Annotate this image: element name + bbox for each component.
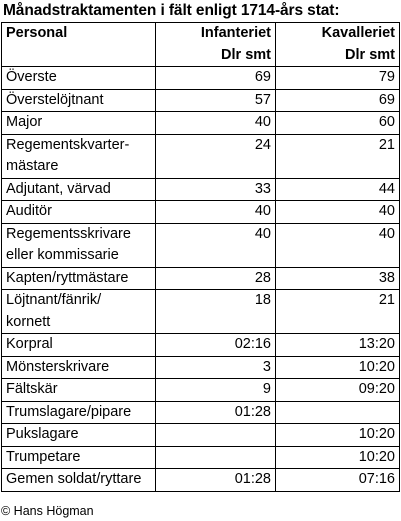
row-infanteriet: 40 [156, 112, 276, 135]
table-title: Månadstraktamenten i fält enligt 1714-års stat: [3, 2, 340, 19]
row-infanteriet: 69 [156, 67, 276, 90]
row-label-line: eller kommissarie [6, 247, 119, 263]
row-infanteriet: 3 [156, 356, 276, 379]
row-label: Major [2, 112, 156, 135]
header-personal [2, 23, 156, 67]
row-infanteriet: 57 [156, 89, 276, 112]
row-infanteriet [156, 424, 276, 447]
row-label-line: mästare [6, 158, 59, 174]
row-kavalleriet: 09:20 [276, 379, 400, 402]
row-infanteriet: 01:28 [156, 401, 276, 424]
row-label: Överstelöjtnant [2, 89, 156, 112]
row-kavalleriet: 44 [276, 178, 400, 201]
copyright-footer: © Hans Högman [1, 504, 94, 518]
row-kavalleriet: 21 [276, 134, 400, 178]
row-label: Mönsterskrivare [2, 356, 156, 379]
table-row [2, 112, 400, 135]
table-row [2, 201, 400, 224]
table-row [2, 356, 400, 379]
row-kavalleriet: 79 [276, 67, 400, 90]
row-infanteriet: 40 [156, 201, 276, 224]
row-infanteriet: 18 [156, 290, 276, 334]
table-row [2, 290, 400, 334]
table-row [2, 89, 400, 112]
row-kavalleriet: 13:20 [276, 334, 400, 357]
header-row [2, 23, 400, 67]
row-label: Trumslagare/pipare [2, 401, 156, 424]
allowance-table [1, 22, 400, 492]
row-label: Auditör [2, 201, 156, 224]
header-infanteriet [156, 23, 276, 67]
row-infanteriet [156, 446, 276, 469]
row-kavalleriet: 21 [276, 290, 400, 334]
row-kavalleriet: 60 [276, 112, 400, 135]
header-infanteriet-unit: Dlr smt [221, 46, 271, 63]
row-kavalleriet: 38 [276, 267, 400, 290]
row-label-line: kornett [6, 313, 51, 330]
row-label: Fältskär [2, 379, 156, 402]
row-label: Kapten/ryttmästare [2, 267, 156, 290]
row-kavalleriet: 10:20 [276, 424, 400, 447]
row-label [2, 134, 156, 178]
row-label: Trumpetare [2, 446, 156, 469]
header-infanteriet-label: Infanteriet [200, 25, 271, 41]
row-kavalleriet: 40 [276, 201, 400, 224]
row-infanteriet: 9 [156, 379, 276, 402]
row-infanteriet: 40 [156, 223, 276, 267]
row-label [2, 290, 156, 334]
table-row [2, 469, 400, 492]
table-row [2, 446, 400, 469]
row-kavalleriet [276, 401, 400, 424]
table-row [2, 67, 400, 90]
row-kavalleriet: 69 [276, 89, 400, 112]
row-label: Korpral [2, 334, 156, 357]
row-infanteriet: 01:28 [156, 469, 276, 492]
row-kavalleriet: 07:16 [276, 469, 400, 492]
row-kavalleriet: 10:20 [276, 446, 400, 469]
header-kavalleriet [276, 23, 400, 67]
row-label-line: Regementsskrivare [6, 225, 131, 242]
row-label-line: Löjtnant/fänrik/ [6, 292, 102, 308]
row-label [2, 223, 156, 267]
header-kavalleriet-unit: Dlr smt [345, 46, 395, 63]
table-row [2, 401, 400, 424]
header-personal-label: Personal [6, 25, 68, 41]
header-kavalleriet-label: Kavalleriet [321, 25, 395, 41]
row-label: Överste [2, 67, 156, 90]
row-label-line: Regementskvarter- [6, 136, 130, 153]
row-infanteriet: 02:16 [156, 334, 276, 357]
table-row [2, 223, 400, 267]
table-row [2, 334, 400, 357]
table-row [2, 379, 400, 402]
row-label: Gemen soldat/ryttare [2, 469, 156, 492]
table-row [2, 178, 400, 201]
table-row [2, 424, 400, 447]
table-row [2, 267, 400, 290]
row-infanteriet: 33 [156, 178, 276, 201]
table-row [2, 134, 400, 178]
row-infanteriet: 28 [156, 267, 276, 290]
row-label: Pukslagare [2, 424, 156, 447]
row-infanteriet: 24 [156, 134, 276, 178]
row-label: Adjutant, värvad [2, 178, 156, 201]
row-kavalleriet: 40 [276, 223, 400, 267]
row-kavalleriet: 10:20 [276, 356, 400, 379]
